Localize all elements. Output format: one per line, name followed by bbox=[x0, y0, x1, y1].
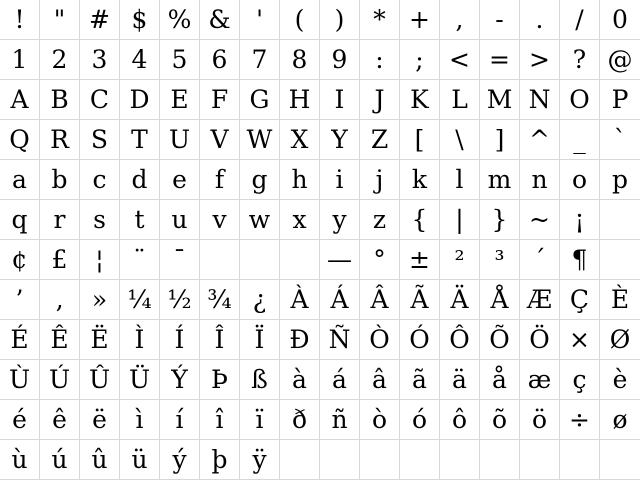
glyph-cell[interactable]: u bbox=[160, 200, 200, 240]
glyph-cell[interactable]: N bbox=[520, 80, 560, 120]
glyph-cell[interactable]: Ã bbox=[400, 280, 440, 320]
glyph-cell[interactable]: E bbox=[160, 80, 200, 120]
glyph-cell[interactable]: O bbox=[560, 80, 600, 120]
glyph-cell[interactable]: " bbox=[40, 0, 80, 40]
glyph-cell[interactable]: Ì bbox=[120, 320, 160, 360]
glyph-cell[interactable]: ò bbox=[360, 400, 400, 440]
glyph-cell[interactable]: é bbox=[0, 400, 40, 440]
glyph-cell[interactable]: Â bbox=[360, 280, 400, 320]
glyph-cell[interactable]: — bbox=[320, 240, 360, 280]
glyph-cell[interactable]: å bbox=[480, 360, 520, 400]
glyph-cell[interactable]: ö bbox=[520, 400, 560, 440]
glyph-cell[interactable]: U bbox=[160, 120, 200, 160]
glyph-cell[interactable]: z bbox=[360, 200, 400, 240]
glyph-cell[interactable]: ´ bbox=[520, 240, 560, 280]
glyph-cell[interactable]: x bbox=[280, 200, 320, 240]
glyph-cell[interactable]: Ñ bbox=[320, 320, 360, 360]
glyph-cell[interactable]: ü bbox=[120, 440, 160, 480]
glyph-cell[interactable]: n bbox=[520, 160, 560, 200]
glyph-cell[interactable]: ú bbox=[40, 440, 80, 480]
glyph-cell[interactable]: ¡ bbox=[560, 200, 600, 240]
glyph-cell[interactable]: [ bbox=[400, 120, 440, 160]
glyph-cell[interactable]: ß bbox=[240, 360, 280, 400]
glyph-cell[interactable]: r bbox=[40, 200, 80, 240]
glyph-cell[interactable]: c bbox=[80, 160, 120, 200]
glyph-cell[interactable]: Õ bbox=[480, 320, 520, 360]
glyph-cell[interactable]: 1 bbox=[0, 40, 40, 80]
glyph-cell[interactable]: 8 bbox=[280, 40, 320, 80]
glyph-cell[interactable]: - bbox=[480, 0, 520, 40]
glyph-cell[interactable]: Á bbox=[320, 280, 360, 320]
glyph-cell[interactable]: Æ bbox=[520, 280, 560, 320]
glyph-cell[interactable]: 0 bbox=[600, 0, 640, 40]
glyph-cell[interactable]: | bbox=[440, 200, 480, 240]
glyph-cell[interactable]: ! bbox=[0, 0, 40, 40]
glyph-cell[interactable]: í bbox=[160, 400, 200, 440]
glyph-cell[interactable]: o bbox=[560, 160, 600, 200]
glyph-cell[interactable]: ì bbox=[120, 400, 160, 440]
glyph-cell[interactable]: y bbox=[320, 200, 360, 240]
glyph-cell[interactable]: W bbox=[240, 120, 280, 160]
glyph-cell[interactable]: R bbox=[40, 120, 80, 160]
glyph-cell[interactable]: X bbox=[280, 120, 320, 160]
glyph-cell[interactable]: e bbox=[160, 160, 200, 200]
glyph-cell[interactable]: q bbox=[0, 200, 40, 240]
glyph-cell[interactable]: \ bbox=[440, 120, 480, 160]
glyph-cell-empty[interactable] bbox=[440, 440, 480, 480]
glyph-cell[interactable]: = bbox=[480, 40, 520, 80]
glyph-cell[interactable]: ² bbox=[440, 240, 480, 280]
glyph-cell[interactable]: g bbox=[240, 160, 280, 200]
glyph-cell[interactable]: ` bbox=[600, 120, 640, 160]
glyph-cell[interactable]: ÷ bbox=[560, 400, 600, 440]
glyph-cell[interactable]: æ bbox=[520, 360, 560, 400]
glyph-cell[interactable]: v bbox=[200, 200, 240, 240]
glyph-cell[interactable]: 4 bbox=[120, 40, 160, 80]
glyph-cell-empty[interactable] bbox=[200, 240, 240, 280]
glyph-cell[interactable]: £ bbox=[40, 240, 80, 280]
glyph-cell[interactable]: C bbox=[80, 80, 120, 120]
glyph-cell[interactable]: l bbox=[440, 160, 480, 200]
glyph-cell[interactable]: õ bbox=[480, 400, 520, 440]
glyph-cell[interactable]: ¾ bbox=[200, 280, 240, 320]
glyph-cell[interactable]: A bbox=[0, 80, 40, 120]
glyph-cell[interactable]: ] bbox=[480, 120, 520, 160]
glyph-cell[interactable]: ’ bbox=[0, 280, 40, 320]
glyph-cell[interactable]: ø bbox=[600, 400, 640, 440]
glyph-cell[interactable]: Û bbox=[80, 360, 120, 400]
glyph-cell[interactable]: Ö bbox=[520, 320, 560, 360]
glyph-cell[interactable]: p bbox=[600, 160, 640, 200]
glyph-cell-empty[interactable] bbox=[360, 440, 400, 480]
glyph-cell[interactable]: Ù bbox=[0, 360, 40, 400]
glyph-cell[interactable]: w bbox=[240, 200, 280, 240]
glyph-cell[interactable]: ' bbox=[240, 0, 280, 40]
glyph-cell[interactable]: , bbox=[440, 0, 480, 40]
glyph-cell[interactable]: » bbox=[80, 280, 120, 320]
glyph-cell[interactable]: È bbox=[600, 280, 640, 320]
glyph-cell[interactable]: Ä bbox=[440, 280, 480, 320]
glyph-cell[interactable]: â bbox=[360, 360, 400, 400]
glyph-cell[interactable]: ç bbox=[560, 360, 600, 400]
glyph-cell[interactable]: F bbox=[200, 80, 240, 120]
glyph-cell-empty[interactable] bbox=[400, 440, 440, 480]
glyph-cell[interactable]: Z bbox=[360, 120, 400, 160]
glyph-cell[interactable]: Å bbox=[480, 280, 520, 320]
glyph-cell[interactable]: s bbox=[80, 200, 120, 240]
glyph-cell[interactable]: Q bbox=[0, 120, 40, 160]
glyph-cell[interactable]: ô bbox=[440, 400, 480, 440]
glyph-cell[interactable]: Ê bbox=[40, 320, 80, 360]
glyph-cell[interactable]: ( bbox=[280, 0, 320, 40]
glyph-cell[interactable]: 2 bbox=[40, 40, 80, 80]
glyph-cell[interactable]: Ô bbox=[440, 320, 480, 360]
glyph-cell[interactable]: ë bbox=[80, 400, 120, 440]
glyph-cell[interactable]: ã bbox=[400, 360, 440, 400]
glyph-cell[interactable]: ¿ bbox=[240, 280, 280, 320]
glyph-cell[interactable]: b bbox=[40, 160, 80, 200]
glyph-cell[interactable]: ó bbox=[400, 400, 440, 440]
glyph-cell[interactable]: { bbox=[400, 200, 440, 240]
glyph-cell[interactable]: T bbox=[120, 120, 160, 160]
glyph-cell[interactable]: V bbox=[200, 120, 240, 160]
glyph-cell[interactable]: Ï bbox=[240, 320, 280, 360]
glyph-cell[interactable]: S bbox=[80, 120, 120, 160]
glyph-cell[interactable]: ä bbox=[440, 360, 480, 400]
glyph-cell[interactable]: á bbox=[320, 360, 360, 400]
glyph-cell[interactable]: ¢ bbox=[0, 240, 40, 280]
glyph-cell[interactable]: P bbox=[600, 80, 640, 120]
glyph-cell[interactable]: À bbox=[280, 280, 320, 320]
glyph-cell[interactable]: @ bbox=[600, 40, 640, 80]
glyph-cell[interactable]: f bbox=[200, 160, 240, 200]
glyph-cell[interactable]: ) bbox=[320, 0, 360, 40]
glyph-cell[interactable]: ï bbox=[240, 400, 280, 440]
glyph-cell[interactable]: ^ bbox=[520, 120, 560, 160]
glyph-cell[interactable]: þ bbox=[200, 440, 240, 480]
glyph-cell[interactable]: ¼ bbox=[120, 280, 160, 320]
glyph-cell[interactable]: ÿ bbox=[240, 440, 280, 480]
glyph-cell[interactable]: ½ bbox=[160, 280, 200, 320]
glyph-cell[interactable]: * bbox=[360, 0, 400, 40]
glyph-cell[interactable]: j bbox=[360, 160, 400, 200]
glyph-cell[interactable]: Ó bbox=[400, 320, 440, 360]
glyph-cell[interactable]: ù bbox=[0, 440, 40, 480]
glyph-cell[interactable]: Ç bbox=[560, 280, 600, 320]
glyph-cell[interactable]: % bbox=[160, 0, 200, 40]
glyph-cell[interactable]: ‚ bbox=[40, 280, 80, 320]
glyph-cell[interactable]: ð bbox=[280, 400, 320, 440]
glyph-cell[interactable]: ê bbox=[40, 400, 80, 440]
glyph-cell[interactable]: M bbox=[480, 80, 520, 120]
glyph-cell[interactable]: Ò bbox=[360, 320, 400, 360]
glyph-cell[interactable]: > bbox=[520, 40, 560, 80]
glyph-cell[interactable]: û bbox=[80, 440, 120, 480]
glyph-cell[interactable]: K bbox=[400, 80, 440, 120]
glyph-cell[interactable]: ¦ bbox=[80, 240, 120, 280]
glyph-cell-empty[interactable] bbox=[560, 440, 600, 480]
glyph-cell[interactable]: t bbox=[120, 200, 160, 240]
glyph-cell[interactable]: 6 bbox=[200, 40, 240, 80]
glyph-cell[interactable]: à bbox=[280, 360, 320, 400]
glyph-cell-empty[interactable] bbox=[480, 440, 520, 480]
glyph-cell[interactable]: 7 bbox=[240, 40, 280, 80]
glyph-cell-empty[interactable] bbox=[320, 440, 360, 480]
glyph-cell-empty[interactable] bbox=[240, 240, 280, 280]
glyph-cell[interactable]: ý bbox=[160, 440, 200, 480]
glyph-cell[interactable]: < bbox=[440, 40, 480, 80]
glyph-cell-empty[interactable] bbox=[600, 200, 640, 240]
glyph-cell[interactable]: ¨ bbox=[120, 240, 160, 280]
glyph-cell[interactable]: ¶ bbox=[560, 240, 600, 280]
glyph-cell[interactable]: + bbox=[400, 0, 440, 40]
glyph-cell[interactable]: } bbox=[480, 200, 520, 240]
glyph-cell[interactable]: ~ bbox=[520, 200, 560, 240]
glyph-cell-empty[interactable] bbox=[600, 240, 640, 280]
glyph-cell[interactable]: ° bbox=[360, 240, 400, 280]
glyph-cell[interactable]: D bbox=[120, 80, 160, 120]
glyph-cell[interactable]: 9 bbox=[320, 40, 360, 80]
glyph-cell[interactable]: Í bbox=[160, 320, 200, 360]
glyph-cell[interactable]: î bbox=[200, 400, 240, 440]
glyph-cell[interactable]: B bbox=[40, 80, 80, 120]
glyph-cell[interactable]: ¯ bbox=[160, 240, 200, 280]
glyph-cell[interactable]: . bbox=[520, 0, 560, 40]
glyph-cell[interactable]: É bbox=[0, 320, 40, 360]
glyph-cell[interactable]: # bbox=[80, 0, 120, 40]
glyph-cell[interactable]: ? bbox=[560, 40, 600, 80]
glyph-cell[interactable]: H bbox=[280, 80, 320, 120]
glyph-cell[interactable]: & bbox=[200, 0, 240, 40]
glyph-cell[interactable]: ± bbox=[400, 240, 440, 280]
glyph-cell[interactable]: J bbox=[360, 80, 400, 120]
glyph-cell[interactable]: a bbox=[0, 160, 40, 200]
glyph-cell[interactable]: Ý bbox=[160, 360, 200, 400]
glyph-cell[interactable]: Y bbox=[320, 120, 360, 160]
glyph-cell[interactable]: Î bbox=[200, 320, 240, 360]
glyph-cell[interactable]: d bbox=[120, 160, 160, 200]
glyph-cell[interactable]: Ð bbox=[280, 320, 320, 360]
glyph-cell[interactable]: m bbox=[480, 160, 520, 200]
glyph-cell[interactable]: L bbox=[440, 80, 480, 120]
glyph-cell[interactable]: ³ bbox=[480, 240, 520, 280]
glyph-cell[interactable]: I bbox=[320, 80, 360, 120]
glyph-cell[interactable]: Þ bbox=[200, 360, 240, 400]
glyph-cell[interactable]: × bbox=[560, 320, 600, 360]
glyph-cell[interactable]: ñ bbox=[320, 400, 360, 440]
glyph-cell[interactable]: : bbox=[360, 40, 400, 80]
glyph-cell[interactable]: 3 bbox=[80, 40, 120, 80]
glyph-cell-empty[interactable] bbox=[280, 440, 320, 480]
glyph-cell[interactable]: è bbox=[600, 360, 640, 400]
glyph-cell[interactable]: Ü bbox=[120, 360, 160, 400]
glyph-cell-empty[interactable] bbox=[280, 240, 320, 280]
glyph-cell[interactable]: i bbox=[320, 160, 360, 200]
glyph-cell[interactable]: k bbox=[400, 160, 440, 200]
glyph-cell[interactable]: / bbox=[560, 0, 600, 40]
glyph-cell[interactable]: h bbox=[280, 160, 320, 200]
glyph-cell[interactable]: $ bbox=[120, 0, 160, 40]
glyph-cell[interactable]: 5 bbox=[160, 40, 200, 80]
glyph-cell[interactable]: _ bbox=[560, 120, 600, 160]
glyph-cell[interactable]: Ë bbox=[80, 320, 120, 360]
glyph-cell[interactable]: G bbox=[240, 80, 280, 120]
glyph-cell-empty[interactable] bbox=[600, 440, 640, 480]
glyph-cell[interactable]: Ø bbox=[600, 320, 640, 360]
glyph-cell[interactable]: Ú bbox=[40, 360, 80, 400]
glyph-cell[interactable]: ; bbox=[400, 40, 440, 80]
glyph-cell-empty[interactable] bbox=[520, 440, 560, 480]
